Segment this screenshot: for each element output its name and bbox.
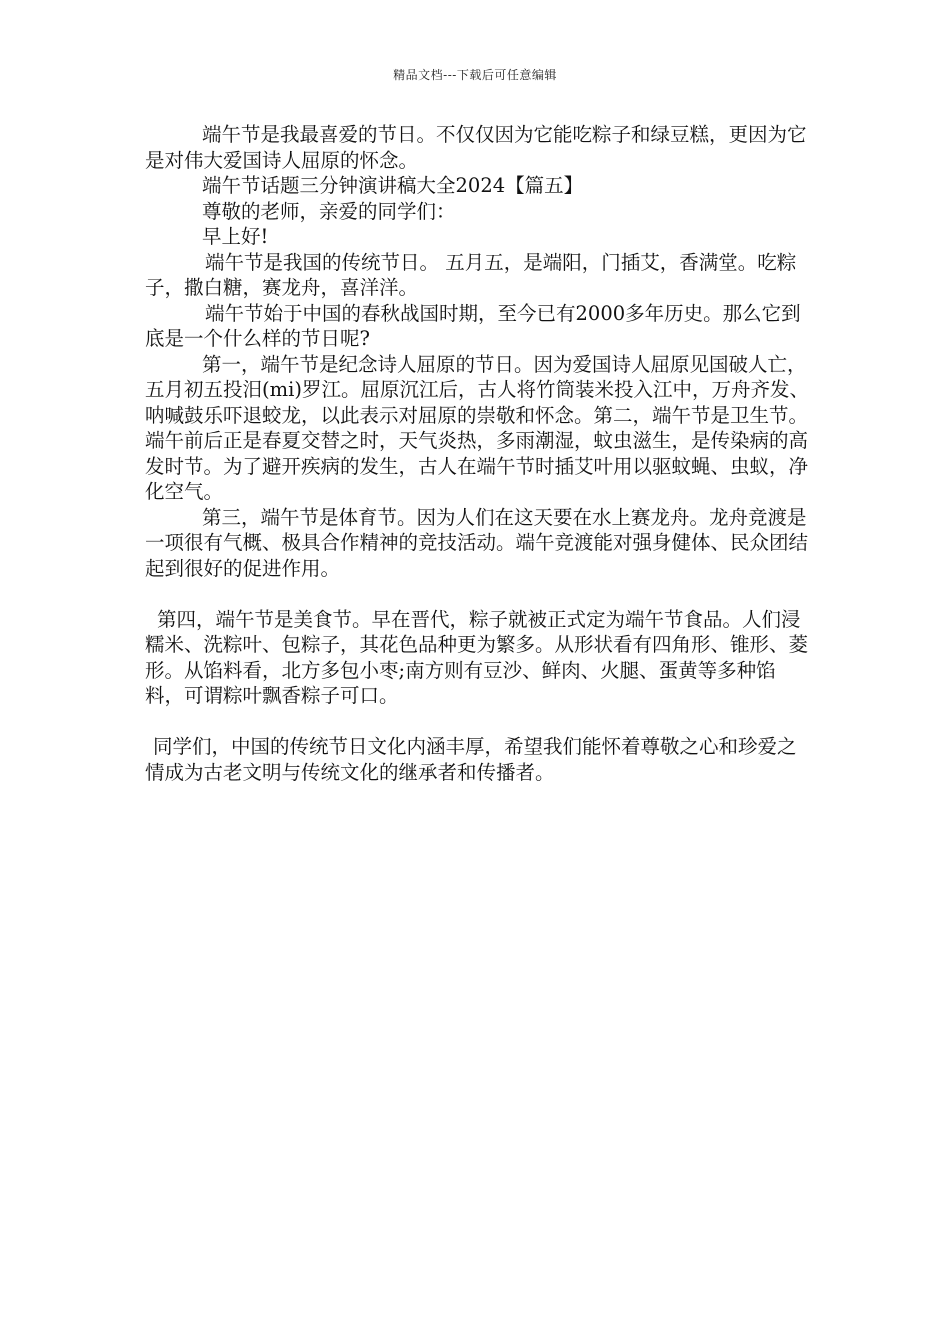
greeting: 早上好!	[202, 225, 269, 248]
paragraph-closing: 同学们，中国的传统节日文化内涵丰厚，希望我们能怀着尊敬之心和珍爱之情成为古老文明与传统文化的继承者和传播者。	[145, 735, 797, 784]
paragraph-first-second: 第一，端午节是纪念诗人屈原的节日。因为爱国诗人屈原见国破人亡，五月初五投汨(mi)罗江。屈原沉江后，古人将竹筒装米投入江中，万舟齐发、呐喊鼓乐吓退蛟龙，以此表示对屈原的崇敬和怀念。第二，端午节是卫生节。端午前后正是春夏交替之时，天气炎热，多雨潮湿，蚊虫滋生，是传染病的高发时节。为了避开疾病的发生，古人在端午节时插艾叶用以驱蚊蝇、虫蚁，净化空气。	[145, 352, 809, 503]
document-body	[145, 122, 813, 785]
section-title: 端午节话题三分钟演讲稿大全2024【篇五】	[202, 174, 584, 197]
salutation: 尊敬的老师，亲爱的同学们：	[202, 199, 456, 223]
paragraph-fourth: 第四，端午节是美食节。早在晋代，粽子就被正式定为端午节食品。人们浸糯米、洗粽叶、包粽子，其花色品种更为繁多。从形状看有四角形、锥形、菱形。从馅料看，北方多包小枣;南方则有豆沙、鲜肉、火腿、蛋黄等多种馅料，可谓粽叶飘香粽子可口。	[145, 607, 809, 707]
paragraph-third: 第三，端午节是体育节。因为人们在这天要在水上赛龙舟。龙舟竞渡是一项很有气概、极具合作精神的竞技活动。端午竞渡能对强身健体、民众团结起到很好的促进作用。	[145, 505, 809, 580]
page-header: 精品文档---下载后可任意编辑	[393, 68, 557, 82]
paragraph-intro: 端午节是我最喜爱的节日。不仅仅因为它能吃粽子和绿豆糕，更因为它是对伟大爱国诗人屈原的怀念。	[145, 123, 807, 172]
paragraph-tradition: 端午节是我国的传统节日。 五月五，是端阳，门插艾，香满堂。吃粽子，撒白糖，赛龙舟，喜洋洋。	[145, 250, 797, 299]
paragraph-history: 端午节始于中国的春秋战国时期，至今已有2000多年历史。那么它到底是一个什么样的节日呢?	[145, 301, 801, 350]
